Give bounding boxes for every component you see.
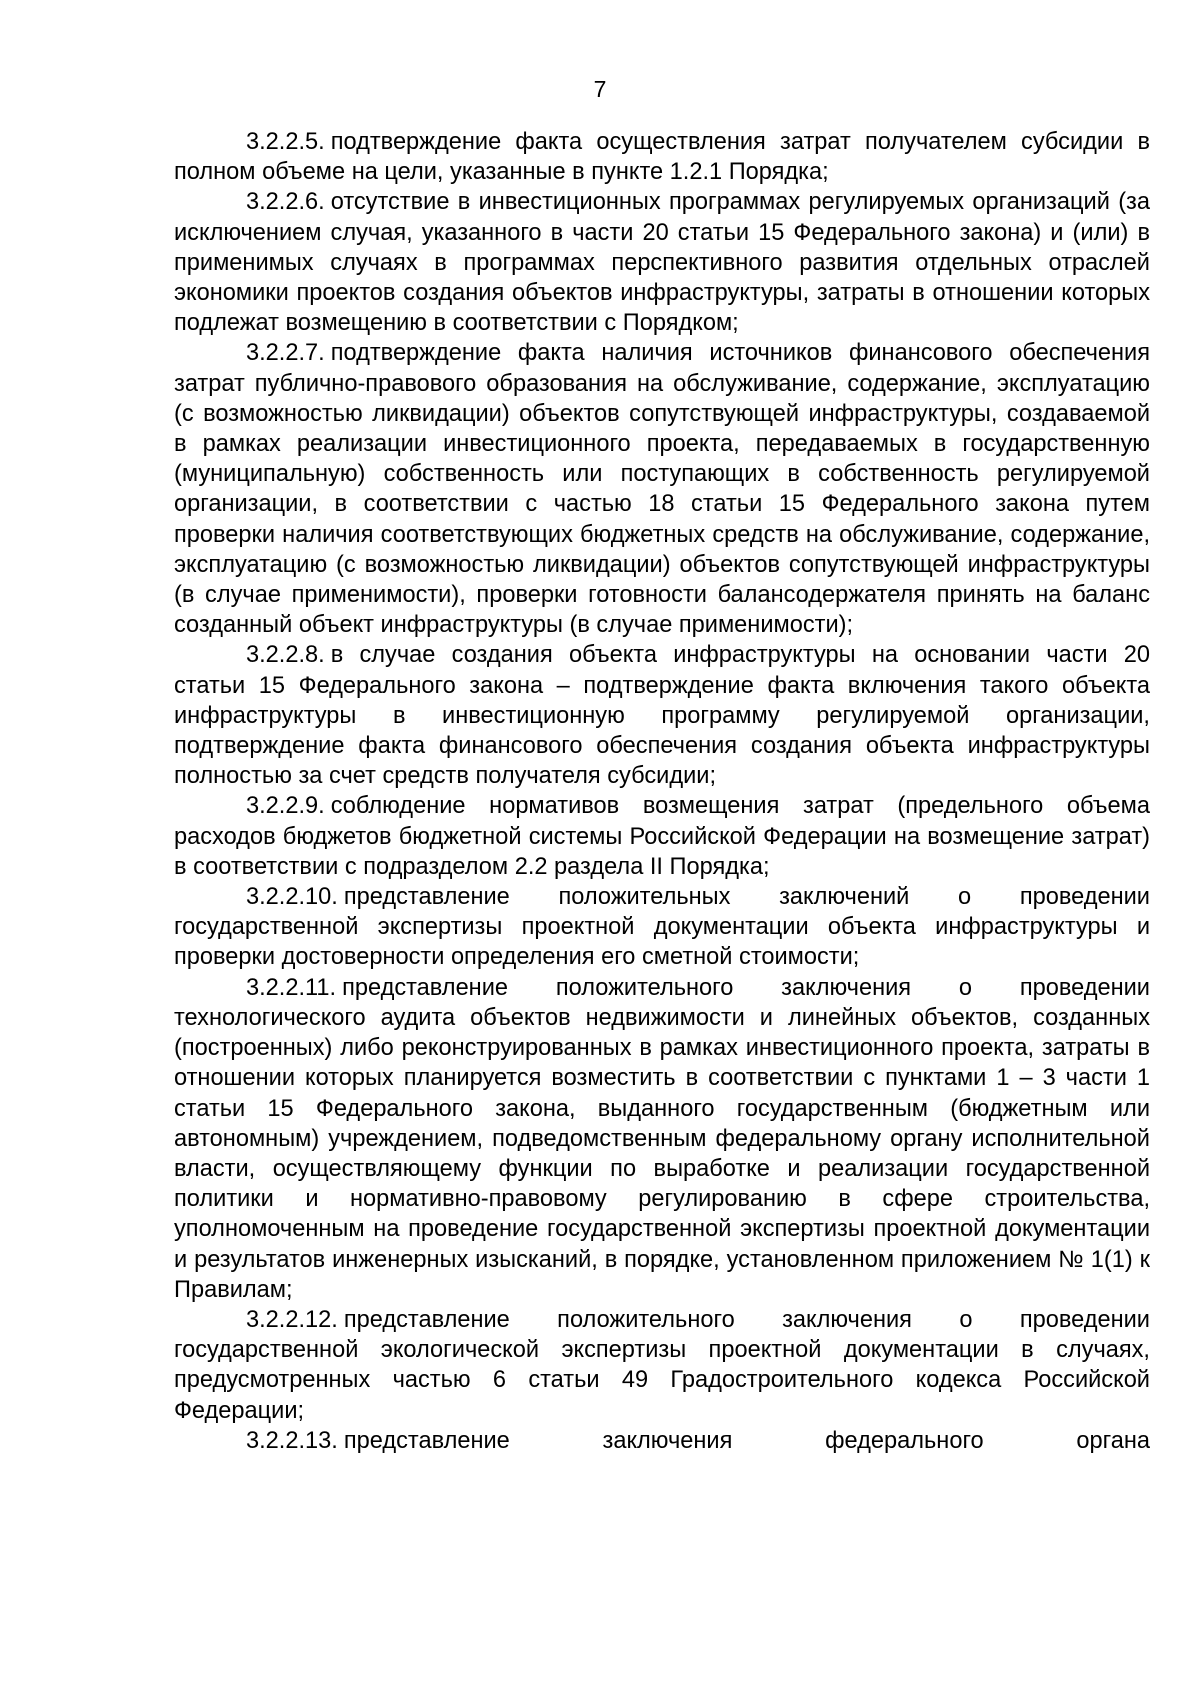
clause-3-2-2-13 bbox=[174, 1426, 1150, 1456]
document-body bbox=[174, 127, 1150, 1456]
clause-number: 3.2.2.5. bbox=[246, 129, 325, 155]
clause-text: в случае создания объекта инфраструктуры на основании части 20 статьи 15 Федерального закона – подтверждение факта включения такого объекта инфраструктуры в инвестиционную программу регулируемой организации, подтверждение факта финансового обеспечения создания объекта инфраструктуры полностью за счет средств получателя субсидии; bbox=[174, 642, 1150, 790]
clause-number: 3.2.2.9. bbox=[246, 793, 325, 820]
clause-3-2-2-10 bbox=[174, 882, 1150, 973]
clause-text: отсутствие в инвестиционных программах регулируемых организаций (за исключением случая, указанного в части 20 статьи 15 Федерального закона) и (или) в применимых случаях в программах перспективного развития отдельных отраслей экономики проектов создания объектов инфраструктуры, затраты в отношении которых подлежат возмещению в соответствии с Порядком; bbox=[174, 189, 1150, 337]
clause-number: 3.2.2.7. bbox=[246, 340, 325, 367]
clause-number: 3.2.2.10. bbox=[246, 884, 338, 911]
clause-3-2-2-7 bbox=[174, 338, 1150, 640]
clause-number: 3.2.2.8. bbox=[246, 642, 325, 669]
clause-3-2-2-9 bbox=[174, 791, 1150, 882]
clause-text: представление заключения федерального органа bbox=[343, 1427, 1150, 1454]
clause-text: подтверждение факта наличия источников финансового обеспечения затрат публично-правового образования на обслуживание, содержание, эксплуатацию (с возможностью ликвидации) объектов сопутствующей инфраструктуры, создаваемой в рамках реализации инвестиционного проекта, передаваемых в государственную (муниципальную) собственность или поступающих в собственность регулируемой организации, в соответствии с частью 18 статьи 15 Федерального закона путем проверки наличия соответствующих бюджетных средств на обслуживание, содержание, эксплуатацию (с возможностью ликвидации) объектов сопутствующей инфраструктуры (в случае применимости), проверки готовности балансодержателя принять на баланс созданный объект инфраструктуры (в случае применимости); bbox=[174, 340, 1150, 639]
clause-3-2-2-6 bbox=[174, 187, 1150, 338]
clause-3-2-2-12 bbox=[174, 1305, 1150, 1426]
clause-text: представление положительного заключения о проведении государственной экологической экспертизы проектной документации в случаях, предусмотренных частью 6 статьи 49 Градостроительного кодекса Российской Федерации; bbox=[174, 1306, 1150, 1424]
clause-text: подтверждение факта осуществления затрат получателем субсидии в полном объеме на цели, указанные в пункте 1.2.1 Порядка; bbox=[174, 129, 1150, 186]
page-number: 7 bbox=[593, 76, 607, 102]
clause-3-2-2-5 bbox=[174, 127, 1150, 187]
clause-number: 3.2.2.11. bbox=[246, 974, 337, 1001]
clause-text: соблюдение нормативов возмещения затрат (предельного объема расходов бюджетов бюджетной системы Российской Федерации на возмещение затрат) в соответствии с подразделом 2.2 раздела II Порядка; bbox=[174, 793, 1150, 880]
clause-3-2-2-8 bbox=[174, 640, 1150, 791]
clause-text: представление положительного заключения о проведении технологического аудита объектов недвижимости и линейных объектов, созданных (построенных) либо реконструированных в рамках инвестиционного проекта, затраты в отношении которых планируется возместить в соответствии с пунктами 1 – 3 части 1 статьи 15 Федерального закона, выданного государственным (бюджетным или автономным) учреждением, подведомственным федеральному органу исполнительной власти, осуществляющему функции по выработке и реализации государственной политики и нормативно-правовому регулированию в сфере строительства, уполномоченным на проведение государственной экспертизы проектной документации и результатов инженерных изысканий, в порядке, установленном приложением № 1(1) к Правилам; bbox=[174, 974, 1150, 1303]
clause-number: 3.2.2.12. bbox=[246, 1306, 338, 1333]
clause-number: 3.2.2.6. bbox=[246, 189, 325, 216]
clause-number: 3.2.2.13. bbox=[246, 1427, 338, 1454]
clause-3-2-2-11 bbox=[174, 973, 1150, 1305]
clause-text: представление положительных заключений о проведении государственной экспертизы проектной документации объекта инфраструктуры и проверки достоверности определения его сметной стоимости; bbox=[174, 884, 1150, 971]
